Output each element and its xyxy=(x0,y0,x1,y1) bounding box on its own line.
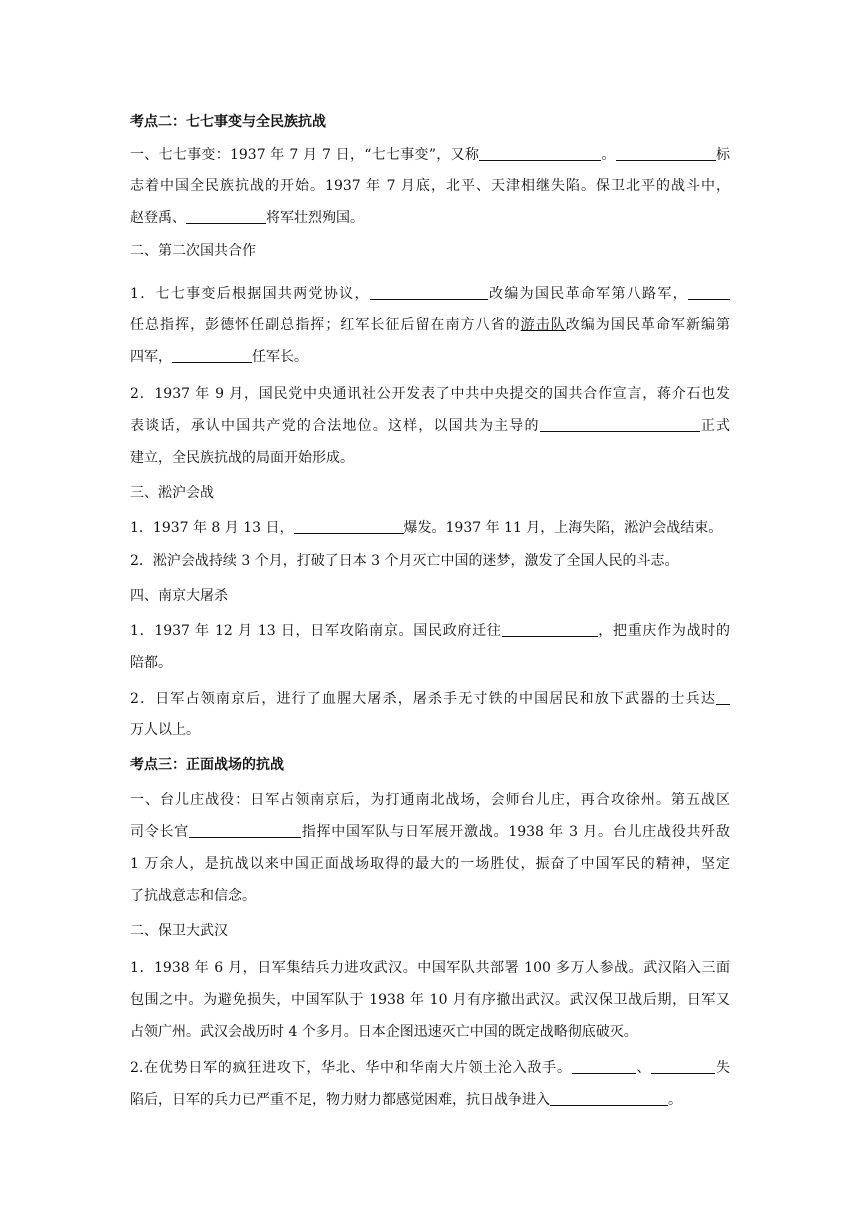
fill-blank[interactable] xyxy=(189,823,301,838)
text: 2.在优势日军的疯狂进攻下，华北、华中和华南大片领土沦入敌手。 xyxy=(130,1060,572,1076)
fill-blank[interactable] xyxy=(540,417,700,432)
fill-blank[interactable] xyxy=(186,209,266,224)
paragraph-line: 包围之中。为避免损失，中国军队于 1938 年 10 月有序撤出武汉。武汉保卫战后期，日军又 xyxy=(130,992,730,1008)
text: 1．1937 年 8 月 13 日， xyxy=(130,520,294,536)
subheading: 三、淞沪会战 xyxy=(130,485,214,501)
text: 标 xyxy=(715,147,731,163)
text: 表谈话，承认中国共产党的合法地位。这样，以国共为主导的 xyxy=(130,418,540,434)
text: ，把重庆作为战时的 xyxy=(597,623,730,639)
fill-blank[interactable] xyxy=(651,1059,715,1074)
section-heading-2: 考点二：七七事变与全民族抗战 xyxy=(130,114,326,130)
paragraph-line: 了抗战意志和信念。 xyxy=(130,888,256,904)
paragraph-line xyxy=(130,145,730,165)
fill-blank[interactable] xyxy=(502,622,598,637)
text: 改编为国民革命军第八路军， xyxy=(487,286,688,302)
paragraph-line xyxy=(130,689,730,709)
text: 改编为国民革命军新编第 xyxy=(565,317,731,333)
fill-blank[interactable] xyxy=(688,285,730,300)
text: 将军壮烈殉国。 xyxy=(266,210,364,226)
text: 。 xyxy=(668,1092,682,1108)
paragraph-line xyxy=(130,822,730,842)
paragraph-line xyxy=(130,1090,730,1110)
subheading: 二、第二次国共合作 xyxy=(130,243,256,259)
text: 陷后，日军的兵力已严重不足，物力财力都感觉困难，抗日战争进入 xyxy=(130,1092,550,1108)
fill-blank[interactable] xyxy=(479,146,601,161)
text: 1．1937 年 12 月 13 日，日军攻陷南京。国民政府迁往 xyxy=(130,623,502,639)
fill-blank[interactable] xyxy=(616,146,716,161)
text: 1．七七事变后根据国共两党协议， xyxy=(130,286,370,302)
text: 任总指挥，彭德怀任副总指挥；红军长征后留在南方八省的 xyxy=(130,317,521,333)
text: 2．日军占领南京后，进行了血腥大屠杀，屠杀手无寸铁的中国居民和放下武器的士兵达 xyxy=(130,691,716,707)
paragraph-line xyxy=(130,518,730,538)
text: 正式 xyxy=(699,418,731,434)
text: 指挥中国军队与日军展开激战。1938 年 3 月。台儿庄战役共歼敌 xyxy=(301,824,730,840)
fill-blank[interactable] xyxy=(370,285,488,300)
paragraph-line xyxy=(130,284,730,304)
paragraph-line xyxy=(130,416,730,436)
text: 任军长。 xyxy=(252,349,308,365)
paragraph-line xyxy=(130,347,730,367)
paragraph-line: 志着中国全民族抗战的开始。1937 年 7 月底，北平、天津相继失陷。保卫北平的战斗中， xyxy=(130,178,730,194)
text: 爆发。1937 年 11 月，上海失陷，淞沪会战结束。 xyxy=(403,520,723,536)
paragraph-line: 建立，全民族抗战的局面开始形成。 xyxy=(130,450,354,466)
paragraph-line: 陪都。 xyxy=(130,655,172,671)
paragraph-line xyxy=(130,208,730,228)
paragraph-line: 2．淞沪会战持续 3 个月，打破了日本 3 个月灭亡中国的迷梦，激发了全国人民的斗志。 xyxy=(130,553,679,569)
subheading: 二、保卫大武汉 xyxy=(130,923,228,939)
text: 失 xyxy=(715,1060,731,1076)
text: 赵登禹、 xyxy=(130,210,186,226)
paragraph-line: 一、台儿庄战役：日军占领南京后，为打通南北战场，会师台儿庄，再合攻徐州。第五战区 xyxy=(130,792,730,808)
text: 一、七七事变：1937 年 7 月 7 日，“七七事变”，又称 xyxy=(130,147,480,163)
fill-blank[interactable] xyxy=(172,348,252,363)
subheading: 四、南京大屠杀 xyxy=(130,588,228,604)
underlined-term: 游击队 xyxy=(520,317,566,333)
paragraph-line: 2．1937 年 9 月，国民党中央通讯社公开发表了中共中央提交的国共合作宣言，蒋介石也发 xyxy=(130,386,730,402)
paragraph-line: 万人以上。 xyxy=(130,722,200,738)
fill-blank[interactable] xyxy=(294,519,404,534)
paragraph-line xyxy=(130,621,730,641)
fill-blank[interactable] xyxy=(716,690,730,705)
paragraph-line xyxy=(130,1058,730,1078)
paragraph-line: 占领广州。武汉会战历时 4 个多月。日本企图迅速灭亡中国的既定战略彻底破灭。 xyxy=(130,1024,638,1040)
text: 。 xyxy=(601,147,616,163)
text: 司令长官 xyxy=(130,824,190,840)
fill-blank[interactable] xyxy=(550,1091,668,1106)
paragraph-line: 1．1938 年 6 月，日军集结兵力进攻武汉。中国军队共部署 100 多万人参战。武汉陷入三面 xyxy=(130,960,730,976)
text: 、 xyxy=(635,1060,652,1076)
text: 四军， xyxy=(130,349,172,365)
section-heading-3: 考点三：正面战场的抗战 xyxy=(130,757,284,773)
paragraph-line xyxy=(130,315,730,335)
paragraph-line: 1 万余人，是抗战以来中国正面战场取得的最大的一场胜仗，振奋了中国军民的精神，坚定 xyxy=(130,856,730,872)
fill-blank[interactable] xyxy=(572,1059,636,1074)
